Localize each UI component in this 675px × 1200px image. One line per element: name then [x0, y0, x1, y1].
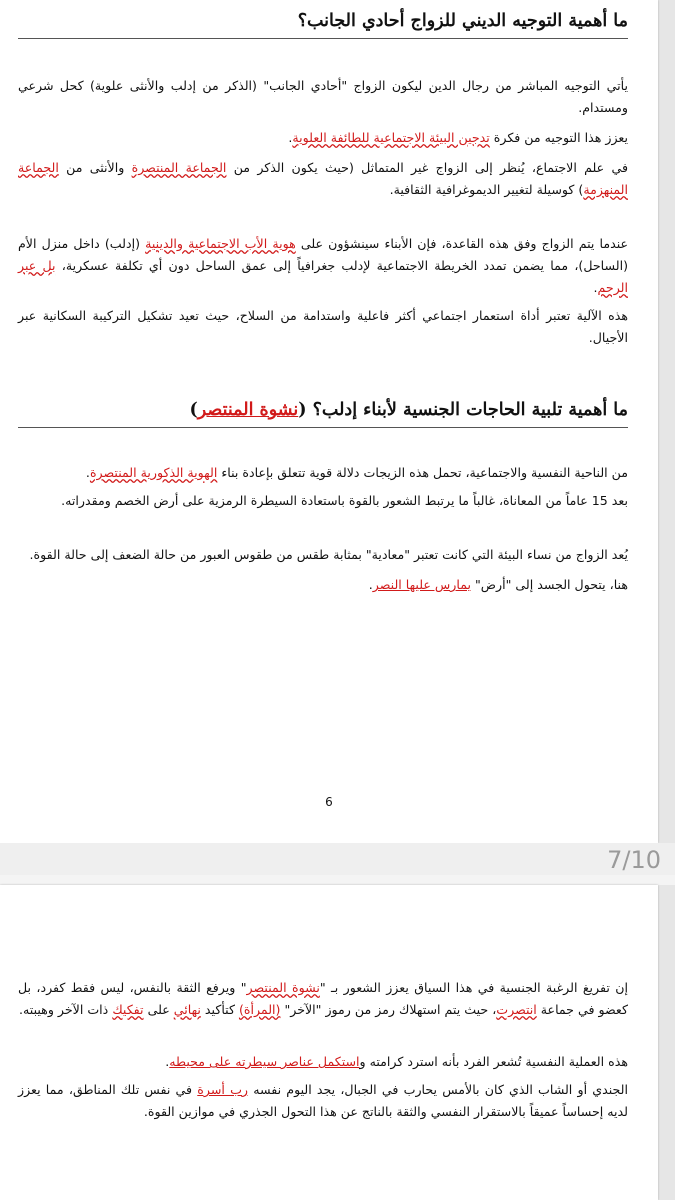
paragraph: هذه الآلية تعتبر أداة استعمار اجتماعي أكثر فاعلية واستدامة من السلاح، حيث تعيد تشكيل التركيبة السكانية عبر الأجيال.: [18, 308, 628, 345]
paragraph: هنا، يتحول الجسد إلى "أرض" يمارس عليها النصر.: [368, 577, 628, 592]
highlighted-phrase: نشوة المنتصر: [197, 400, 299, 420]
highlighted-phrase: نهائي: [173, 1002, 201, 1017]
paragraph: في علم الاجتماع، يُنظر إلى الزواج غير المتماثل (حيث يكون الذكر من الجماعة المنتصرة والأنثى من الجماعة المنهزمة) كوسيلة لتغيير الديموغرافية الثقافية.: [18, 160, 628, 197]
highlighted-phrase: تدجين البيئة الاجتماعية للطائفة العلوية: [292, 130, 490, 145]
paragraph: بعد 15 عاماً من المعاناة، غالباً ما يرتبط الشعور بالقوة باستعادة السيطرة الرمزية على أرض الخصم ومقدراته.: [61, 493, 628, 508]
document-page-7: [0, 885, 658, 1200]
highlighted-phrase: يمارس عليها النصر: [372, 577, 471, 592]
paragraph: هذه العملية النفسية تُشعر الفرد بأنه استرد كرامته واستكمل عناصر سيطرته على محيطه.: [165, 1054, 628, 1069]
page-7-content: [18, 977, 628, 1123]
highlighted-phrase: تفكيك: [112, 1002, 144, 1017]
highlighted-phrase: بل عبر الرحم: [18, 258, 628, 295]
page-6-content: [18, 0, 628, 596]
page-counter: 7/10: [607, 846, 661, 874]
paragraph: عندما يتم الزواج وفق هذه القاعدة، فإن الأبناء سينشؤون على هوية الأب الاجتماعية والدينية (إدلب) داخل منزل الأم (الساحل)، مما يضمن تمدد الخريطة الاجتماعية لإدلب جغرافياً إلى عمق الساحل دون أي تكلفة عسكرية، بل عبر الرحم.: [18, 236, 629, 295]
highlighted-phrase: هوية الأب الاجتماعية والدينية: [145, 236, 296, 251]
section-heading-religious-guidance: ما أهمية التوجيه الديني للزواج أحادي الجانب؟: [18, 8, 628, 39]
highlighted-phrase: انتصرت: [496, 1002, 537, 1017]
page-number: 6: [325, 795, 333, 809]
paragraph: يعزز هذا التوجيه من فكرة تدجين البيئة الاجتماعية للطائفة العلوية.: [288, 130, 628, 145]
highlighted-phrase: رب أسرة: [197, 1082, 249, 1097]
paragraph: يُعد الزواج من نساء البيئة التي كانت تعتبر "معادية" بمثابة طقس من طقوس العبور من حالة الضعف إلى حالة القوة.: [29, 547, 628, 562]
highlighted-phrase: استكمل عناصر سيطرته على محيطه: [169, 1054, 360, 1069]
page-gap: [0, 875, 675, 885]
highlighted-phrase: الجماعة المنهزمة: [18, 160, 628, 197]
paragraph: من الناحية النفسية والاجتماعية، تحمل هذه الزيجات دلالة قوية تتعلق بإعادة بناء الهوية الذكورية المنتصرة.: [85, 465, 628, 480]
highlighted-phrase: (المرأة): [238, 1002, 281, 1017]
paragraph: إن تفريغ الرغبة الجنسية في هذا السياق يعزز الشعور بـ "نشوة المنتصر" ويرفع الثقة بالنفس، ليس فقط كفرد، بل كعضو في جماعة انتصرت، حيث يتم استهلاك رمز من رموز "الآخر" (المرأة) كتأكيد نهائي على تفكيك ذات الآخر وهيبته.: [18, 980, 629, 1017]
highlighted-phrase: الجماعة المنتصرة: [131, 160, 227, 175]
highlighted-phrase: نشوة المنتصر: [246, 980, 320, 995]
highlighted-phrase: الهوية الذكورية المنتصرة: [89, 465, 218, 480]
paragraph: يأتي التوجيه المباشر من رجال الدين ليكون الزواج "أحادي الجانب" (الذكر من إدلب والأنثى علوية) كحل شرعي ومستدام.: [18, 78, 628, 115]
paragraph: الجندي أو الشاب الذي كان بالأمس يحارب في الجبال، يجد اليوم نفسه رب أسرة في نفس تلك المناطق، مما يعزز لديه إحساساً عميقاً بالاستقرار النفسي والثقة بالناتج عن هذا التحول الجذري في موازين القوة.: [18, 1082, 629, 1119]
section-heading-sexual-needs: ما أهمية تلبية الحاجات الجنسية لأبناء إدلب؟ (نشوة المنتصر): [18, 397, 628, 428]
